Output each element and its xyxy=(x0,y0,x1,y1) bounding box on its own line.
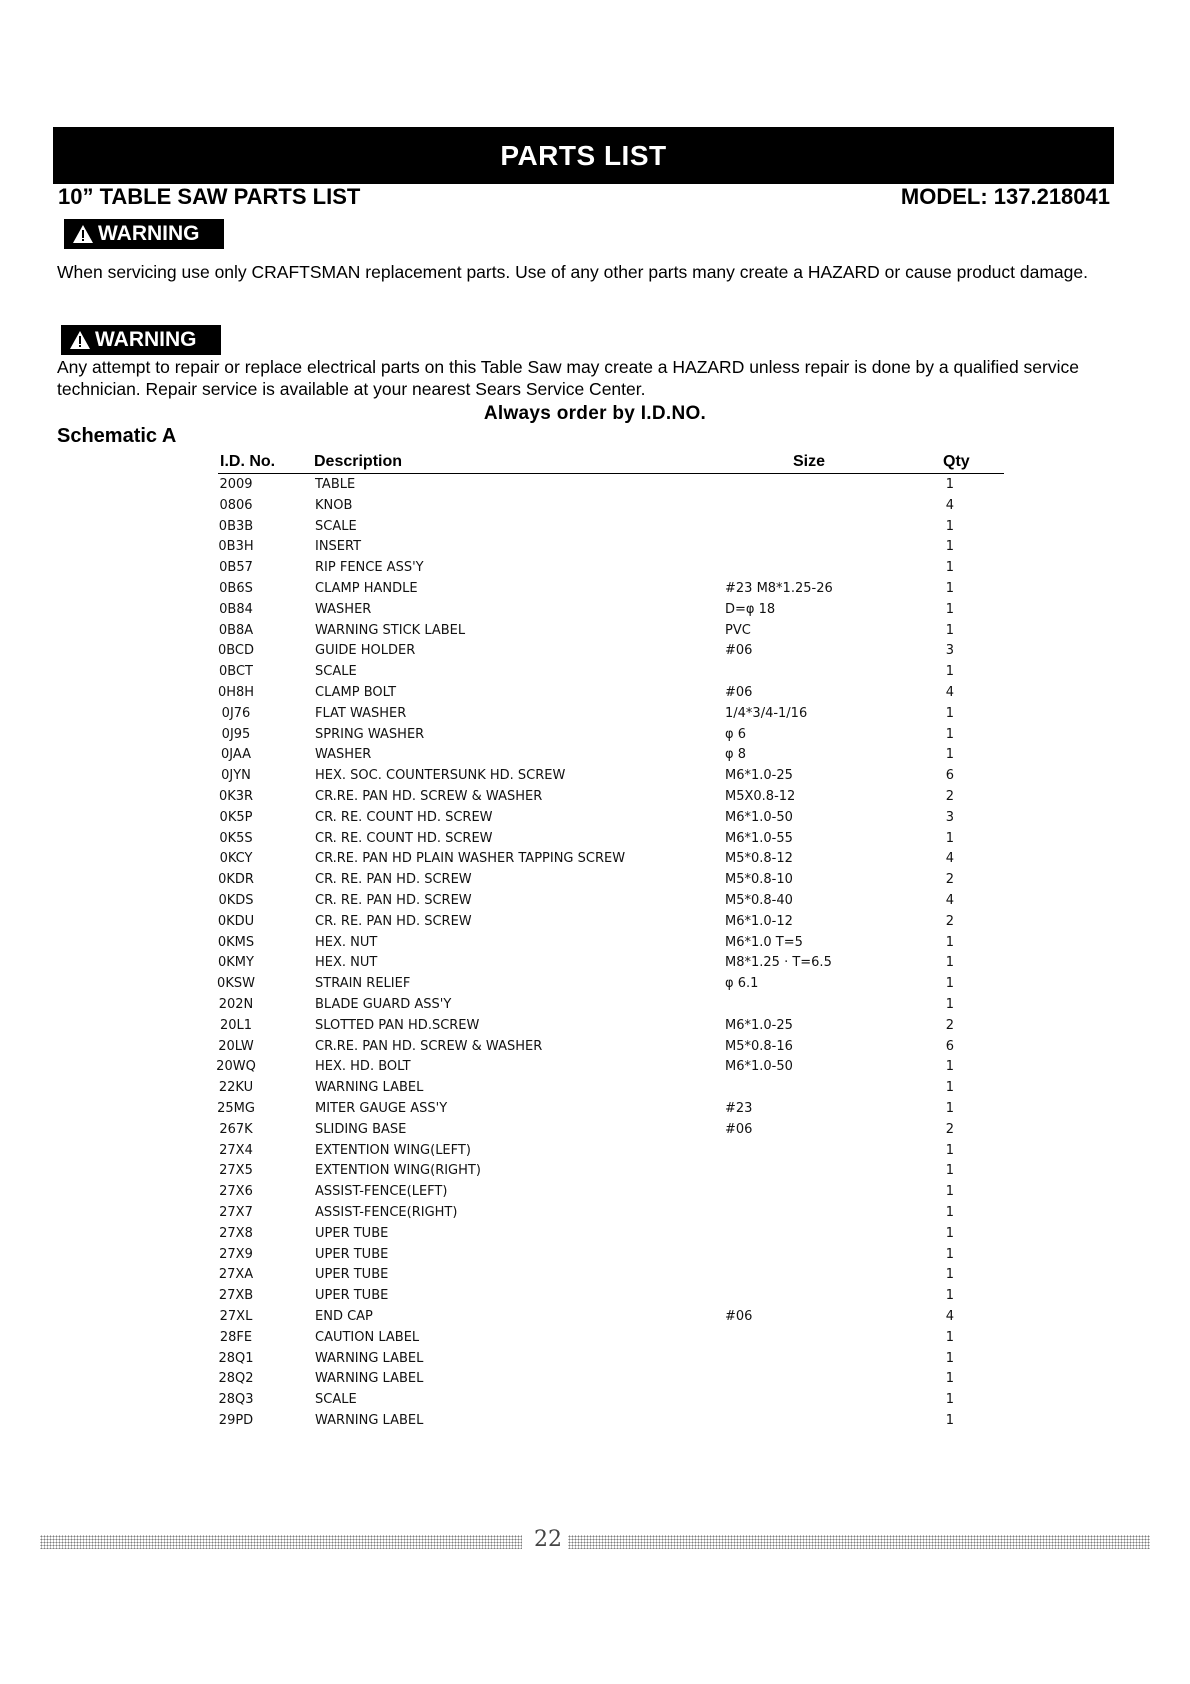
cell-id: 0KMS xyxy=(217,934,255,950)
table-row xyxy=(0,664,1190,684)
cell-id: 0KMY xyxy=(218,955,254,971)
cell-description: CLAMP BOLT xyxy=(315,685,397,700)
cell-id: 0JAA xyxy=(220,747,252,763)
cell-qty: 1 xyxy=(945,518,954,534)
cell-description: BLADE GUARD ASS'Y xyxy=(315,997,452,1012)
cell-id: 27X5 xyxy=(219,1163,253,1179)
warning-triangle-icon xyxy=(69,330,91,350)
cell-id: 22KU xyxy=(218,1080,254,1096)
table-row xyxy=(0,1392,1190,1412)
cell-size: M6*1.0-25 xyxy=(725,768,793,784)
table-row xyxy=(0,560,1190,580)
cell-qty: 2 xyxy=(945,913,954,929)
cell-description: WARNING LABEL xyxy=(315,1080,424,1096)
table-row xyxy=(0,1309,1190,1329)
cell-qty: 2 xyxy=(945,872,954,888)
page-title: 10” TABLE SAW PARTS LIST xyxy=(58,184,361,209)
cell-description: SLOTTED PAN HD.SCREW xyxy=(315,1017,480,1033)
footer-dot-rule xyxy=(568,1535,1150,1549)
cell-qty: 1 xyxy=(945,581,954,596)
cell-qty: 1 xyxy=(945,726,954,742)
cell-description: SCALE xyxy=(315,1392,357,1408)
cell-size: D=φ 18 xyxy=(725,601,776,617)
cell-size: #06 xyxy=(725,1121,753,1137)
table-row xyxy=(0,747,1190,767)
order-note: Always order by I.D.NO. xyxy=(483,403,707,424)
page-footer xyxy=(40,1527,1150,1555)
table-row xyxy=(0,768,1190,788)
cell-qty: 1 xyxy=(945,477,954,492)
cell-size: M5*0.8-16 xyxy=(725,1038,793,1054)
cell-qty: 1 xyxy=(945,1288,954,1304)
cell-description: CR. RE. PAN HD. SCREW xyxy=(315,872,472,888)
table-row xyxy=(0,643,1190,663)
cell-description: CR.RE. PAN HD. SCREW & WASHER xyxy=(315,789,543,804)
cell-size: #23 xyxy=(725,1101,753,1116)
cell-description: SCALE xyxy=(315,664,357,680)
cell-qty: 2 xyxy=(945,1017,954,1033)
cell-id: 0B84 xyxy=(219,601,253,617)
cell-size: 1/4*3/4-1/16 xyxy=(725,705,808,721)
cell-description: INSERT xyxy=(315,539,362,555)
cell-description: TABLE xyxy=(315,477,356,492)
cell-id: 0K5P xyxy=(219,809,253,825)
cell-description: GUIDE HOLDER xyxy=(315,643,416,659)
cell-description: CR. RE. COUNT HD. SCREW xyxy=(315,809,493,825)
cell-qty: 1 xyxy=(945,1371,954,1387)
table-row xyxy=(0,1122,1190,1142)
table-row xyxy=(0,1288,1190,1308)
cell-qty: 1 xyxy=(945,955,954,971)
cell-id: 20WQ xyxy=(216,1059,256,1075)
cell-description: END CAP xyxy=(315,1309,373,1324)
cell-qty: 1 xyxy=(945,830,954,846)
warning-label: WARNING xyxy=(98,222,200,245)
cell-size: M6*1.0-12 xyxy=(725,913,793,929)
column-header-description: Description xyxy=(314,453,403,470)
cell-id: 27X8 xyxy=(219,1225,253,1241)
cell-qty: 4 xyxy=(945,851,954,867)
cell-qty: 1 xyxy=(945,1163,954,1179)
cell-id: 27X9 xyxy=(219,1246,253,1262)
table-row xyxy=(0,893,1190,913)
warning-label: WARNING xyxy=(95,328,197,351)
cell-id: 0BCD xyxy=(217,643,255,659)
table-row xyxy=(0,872,1190,892)
cell-id: 0K3R xyxy=(218,789,254,804)
cell-size: M6*1.0-50 xyxy=(725,809,793,825)
table-row xyxy=(0,1330,1190,1350)
cell-qty: 1 xyxy=(945,934,954,950)
cell-id: 0B3H xyxy=(218,539,254,555)
cell-id: 27XB xyxy=(218,1288,254,1304)
parts-list-banner: PARTS LIST xyxy=(53,127,1114,184)
cell-qty: 1 xyxy=(945,997,954,1012)
cell-id: 0806 xyxy=(219,497,253,513)
cell-qty: 4 xyxy=(945,893,954,908)
cell-id: 0K5S xyxy=(219,830,253,846)
cell-size: #23 M8*1.25-26 xyxy=(725,581,833,596)
table-row xyxy=(0,623,1190,643)
table-row xyxy=(0,519,1190,539)
cell-description: EXTENTION WING(RIGHT) xyxy=(315,1163,481,1179)
cell-description: CR.RE. PAN HD. SCREW & WASHER xyxy=(315,1038,543,1054)
cell-qty: 1 xyxy=(945,747,954,763)
cell-qty: 1 xyxy=(945,1080,954,1096)
cell-description: KNOB xyxy=(315,497,353,513)
cell-qty: 1 xyxy=(945,539,954,555)
cell-size: φ 6 xyxy=(725,726,746,742)
table-row xyxy=(0,581,1190,601)
table-row xyxy=(0,1267,1190,1287)
page-number: 22 xyxy=(534,1527,562,1552)
cell-qty: 3 xyxy=(945,643,954,659)
cell-description: HEX. NUT xyxy=(315,955,378,971)
cell-qty: 1 xyxy=(945,976,954,992)
cell-qty: 1 xyxy=(945,664,954,680)
cell-description: STRAIN RELIEF xyxy=(315,976,411,992)
cell-size: M5*0.8-12 xyxy=(725,851,793,867)
table-row xyxy=(0,976,1190,996)
cell-qty: 1 xyxy=(945,1059,954,1075)
cell-id: 28Q2 xyxy=(218,1371,254,1387)
cell-description: SPRING WASHER xyxy=(315,726,425,742)
table-row xyxy=(0,955,1190,975)
table-row xyxy=(0,1413,1190,1433)
cell-description: UPER TUBE xyxy=(315,1267,389,1283)
cell-qty: 1 xyxy=(945,601,954,617)
warning-badge xyxy=(64,219,224,249)
cell-description: WARNING LABEL xyxy=(315,1371,424,1387)
cell-qty: 1 xyxy=(945,1413,954,1428)
cell-description: WARNING LABEL xyxy=(315,1413,424,1428)
table-row xyxy=(0,727,1190,747)
cell-qty: 1 xyxy=(945,1101,954,1116)
model-number: MODEL: 137.218041 xyxy=(900,184,1110,209)
warning-triangle-icon xyxy=(72,224,94,244)
table-row xyxy=(0,706,1190,726)
table-row xyxy=(0,685,1190,705)
cell-qty: 1 xyxy=(945,1246,954,1262)
cell-size: φ 6.1 xyxy=(725,976,759,992)
cell-description: EXTENTION WING(LEFT) xyxy=(315,1142,471,1158)
cell-description: CAUTION LABEL xyxy=(315,1329,420,1345)
footer-dot-rule xyxy=(40,1535,522,1549)
table-row xyxy=(0,1205,1190,1225)
cell-qty: 6 xyxy=(945,768,954,784)
cell-description: CR. RE. COUNT HD. SCREW xyxy=(315,830,493,846)
cell-id: 27XA xyxy=(218,1267,254,1283)
table-row xyxy=(0,851,1190,871)
cell-id: 0KDU xyxy=(217,913,255,929)
table-row xyxy=(0,1059,1190,1079)
cell-description: HEX. HD. BOLT xyxy=(315,1059,411,1075)
cell-id: 202N xyxy=(218,997,254,1012)
table-row xyxy=(0,935,1190,955)
cell-id: 27X6 xyxy=(219,1184,253,1200)
cell-qty: 1 xyxy=(945,1350,954,1366)
cell-description: CR. RE. PAN HD. SCREW xyxy=(315,893,472,908)
cell-id: 0B6S xyxy=(219,581,253,596)
table-row xyxy=(0,539,1190,559)
cell-size: M5X0.8-12 xyxy=(725,789,796,804)
cell-description: FLAT WASHER xyxy=(315,705,407,721)
cell-id: 0B3B xyxy=(218,518,254,534)
table-row xyxy=(0,914,1190,934)
cell-id: 25MG xyxy=(217,1101,255,1116)
cell-id: 28Q3 xyxy=(218,1392,254,1408)
cell-description: WARNING STICK LABEL xyxy=(315,622,466,638)
table-row xyxy=(0,602,1190,622)
cell-id: 0KCY xyxy=(219,851,253,867)
cell-description: ASSIST-FENCE(RIGHT) xyxy=(315,1205,458,1220)
cell-size: M6*1.0-55 xyxy=(725,830,793,846)
cell-description: HEX. NUT xyxy=(315,934,378,950)
cell-size: M6*1.0 T=5 xyxy=(725,934,803,950)
cell-id: 28Q1 xyxy=(218,1350,254,1366)
warning-text: When servicing use only CRAFTSMAN replacement parts. Use of any other parts many create a HAZARD or cause product damage. xyxy=(57,262,1088,282)
column-header-qty: Qty xyxy=(943,453,970,470)
cell-id: 29PD xyxy=(218,1413,254,1428)
cell-size: M6*1.0-25 xyxy=(725,1017,793,1033)
cell-size: #06 xyxy=(725,685,753,700)
table-header xyxy=(218,453,1004,474)
cell-qty: 1 xyxy=(945,1205,954,1220)
cell-qty: 1 xyxy=(945,1329,954,1345)
cell-id: 27XL xyxy=(219,1309,253,1324)
cell-qty: 6 xyxy=(945,1038,954,1054)
cell-qty: 1 xyxy=(945,1225,954,1241)
cell-qty: 3 xyxy=(945,809,954,825)
table-row xyxy=(0,498,1190,518)
table-row xyxy=(0,1351,1190,1371)
cell-size: #06 xyxy=(725,1309,753,1324)
cell-qty: 4 xyxy=(945,1309,954,1324)
cell-qty: 4 xyxy=(945,497,954,513)
cell-size: #06 xyxy=(725,643,753,659)
cell-qty: 4 xyxy=(945,685,954,700)
table-row xyxy=(0,1184,1190,1204)
cell-id: 27X4 xyxy=(219,1142,253,1158)
table-row xyxy=(0,1143,1190,1163)
warning-text: Any attempt to repair or replace electrical parts on this Table Saw may create a HAZARD unless repair is done by a qualified service technician. Repair service is available at your nearest Sears Service Center. xyxy=(57,357,1079,399)
cell-description: HEX. SOC. COUNTERSUNK HD. SCREW xyxy=(315,768,566,784)
cell-size: M5*0.8-10 xyxy=(725,872,793,888)
cell-id: 0BCT xyxy=(219,664,253,680)
table-row xyxy=(0,1080,1190,1100)
cell-qty: 1 xyxy=(945,560,954,576)
cell-description: SCALE xyxy=(315,518,357,534)
cell-size: φ 8 xyxy=(725,747,746,763)
cell-id: 0H8H xyxy=(217,685,255,700)
cell-qty: 1 xyxy=(945,1267,954,1283)
cell-description: SLIDING BASE xyxy=(315,1121,407,1137)
cell-description: MITER GAUGE ASS'Y xyxy=(315,1101,448,1116)
cell-id: 0KDS xyxy=(218,893,254,908)
cell-id: 27X7 xyxy=(219,1205,253,1220)
cell-description: UPER TUBE xyxy=(315,1225,389,1241)
table-row xyxy=(0,789,1190,809)
table-row xyxy=(0,831,1190,851)
table-row xyxy=(0,1247,1190,1267)
cell-qty: 1 xyxy=(945,1184,954,1200)
table-row xyxy=(0,1226,1190,1246)
cell-description: CR. RE. PAN HD. SCREW xyxy=(315,913,472,929)
cell-id: 0KDR xyxy=(218,872,254,888)
cell-id: 2009 xyxy=(219,477,253,492)
cell-size: M6*1.0-50 xyxy=(725,1059,793,1075)
table-row xyxy=(0,1163,1190,1183)
cell-qty: 1 xyxy=(945,1142,954,1158)
cell-size: M5*0.8-40 xyxy=(725,893,793,908)
column-header-size: Size xyxy=(793,453,826,470)
cell-description: CR.RE. PAN HD PLAIN WASHER TAPPING SCREW xyxy=(315,851,626,867)
table-row xyxy=(0,997,1190,1017)
table-row xyxy=(0,477,1190,497)
cell-qty: 2 xyxy=(945,1121,954,1137)
cell-id: 0B57 xyxy=(219,560,253,576)
table-row xyxy=(0,1101,1190,1121)
table-row xyxy=(0,1371,1190,1391)
cell-description: RIP FENCE ASS'Y xyxy=(315,560,424,576)
table-row xyxy=(0,1018,1190,1038)
cell-id: 0B8A xyxy=(218,622,254,638)
cell-id: 0KSW xyxy=(217,976,255,992)
cell-id: 28FE xyxy=(219,1329,253,1345)
cell-size: PVC xyxy=(725,622,751,638)
cell-qty: 1 xyxy=(945,705,954,721)
cell-qty: 1 xyxy=(945,622,954,638)
cell-description: WASHER xyxy=(315,601,372,617)
table-row xyxy=(0,810,1190,830)
cell-id: 20L1 xyxy=(219,1017,253,1033)
column-header-id: I.D. No. xyxy=(220,453,276,470)
warning-badge xyxy=(61,325,221,355)
cell-description: UPER TUBE xyxy=(315,1246,389,1262)
cell-description: UPER TUBE xyxy=(315,1288,389,1304)
cell-id: 20LW xyxy=(218,1038,254,1054)
cell-id: 0JYN xyxy=(221,768,251,784)
cell-description: WASHER xyxy=(315,747,372,763)
cell-qty: 1 xyxy=(945,1392,954,1408)
cell-description: CLAMP HANDLE xyxy=(315,581,418,596)
table-row xyxy=(0,1039,1190,1059)
cell-description: WARNING LABEL xyxy=(315,1350,424,1366)
cell-size: M8*1.25 · T=6.5 xyxy=(725,955,832,971)
cell-id: 267K xyxy=(219,1121,253,1137)
cell-id: 0J76 xyxy=(221,705,251,721)
cell-description: ASSIST-FENCE(LEFT) xyxy=(315,1184,448,1200)
cell-qty: 2 xyxy=(945,789,954,804)
schematic-title: Schematic A xyxy=(57,425,177,447)
cell-id: 0J95 xyxy=(221,726,251,742)
